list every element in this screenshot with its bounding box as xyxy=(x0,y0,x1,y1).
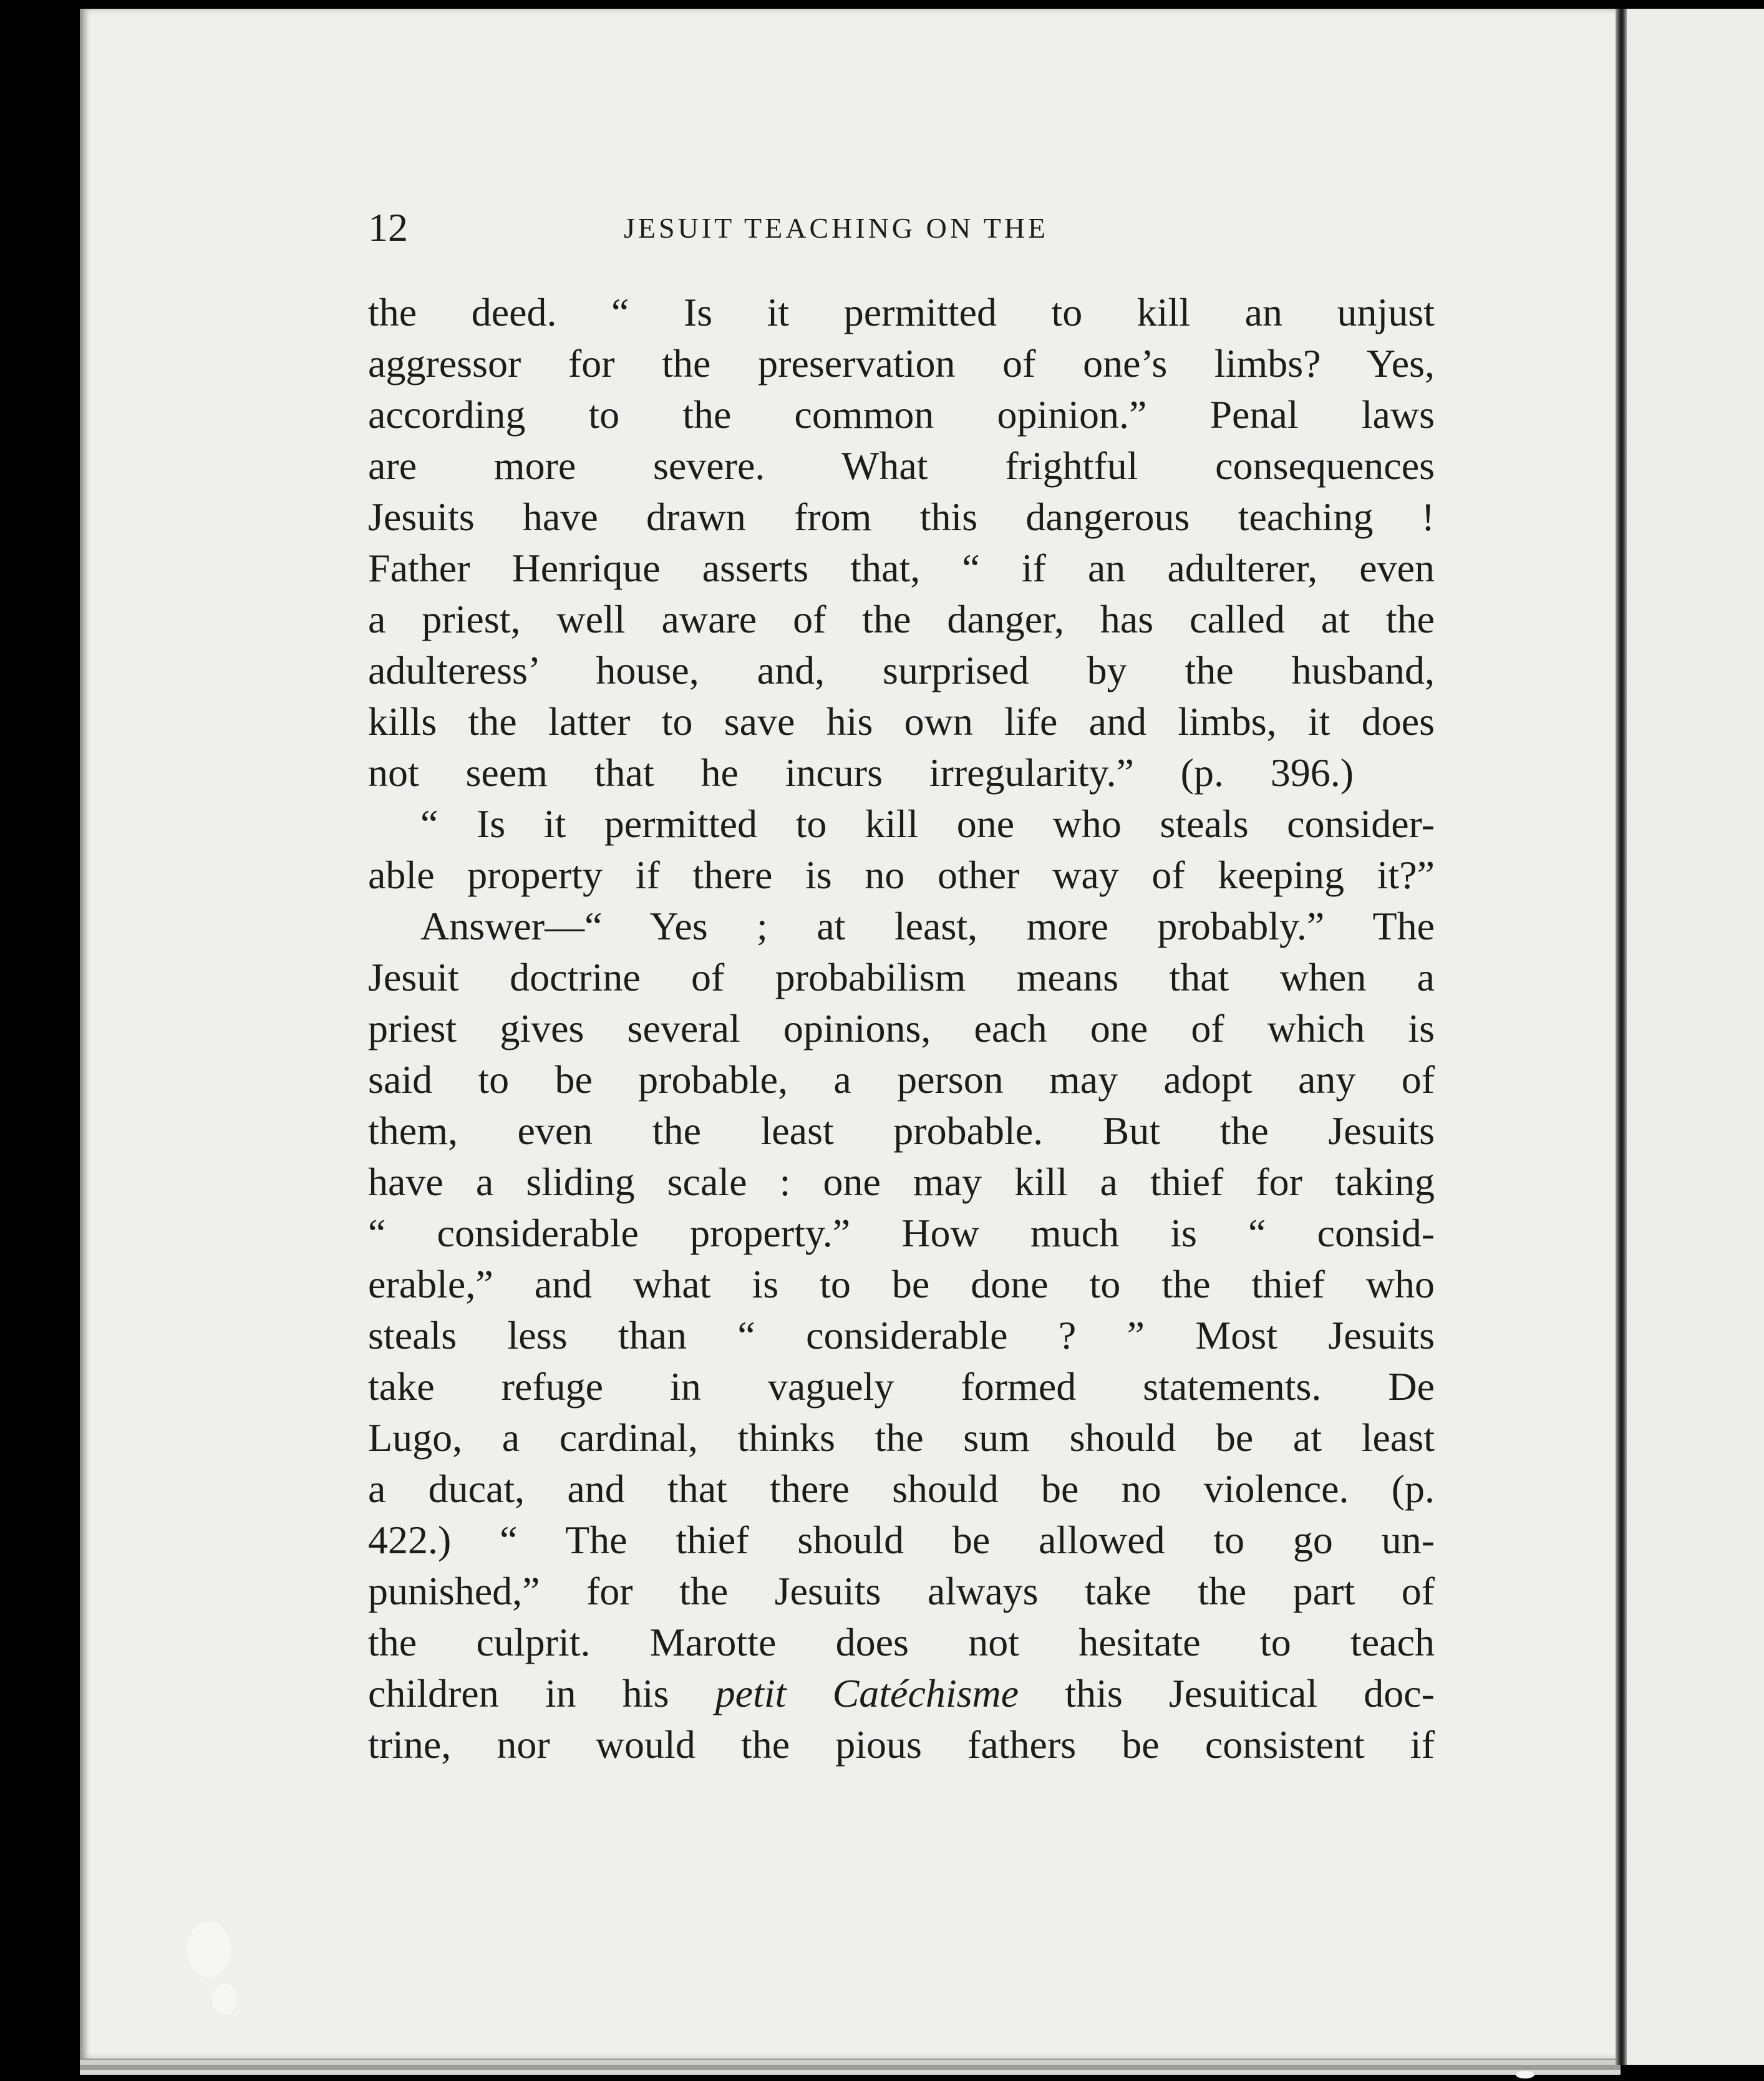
text-line: the culprit. Marotte does not hesitate to teach xyxy=(368,1620,1435,1664)
body-text xyxy=(368,287,1435,1770)
text-line: are more severe. What frightful consequences xyxy=(368,444,1435,488)
text-line: Lugo, a cardinal, thinks the sum should be at least xyxy=(368,1415,1435,1460)
facing-page-edge xyxy=(1627,9,1764,2065)
text-line: said to be probable, a person may adopt any of xyxy=(368,1057,1435,1102)
text-segment: this Jesuitical doc- xyxy=(1019,1671,1435,1715)
running-head: JESUIT TEACHING ON THE xyxy=(624,212,1049,244)
text-line: erable,” and what is to be done to the thief who xyxy=(368,1262,1435,1306)
text-line: the deed. “ Is it permitted to kill an unjust xyxy=(368,290,1435,334)
text-line: “ considerable property.” How much is “ consid- xyxy=(368,1211,1435,1255)
text-line: Father Henrique asserts that, “ if an adulterer, even xyxy=(368,546,1435,590)
text-line: punished,” for the Jesuits always take the part of xyxy=(368,1569,1435,1613)
text-line: aggressor for the preservation of one’s limbs? Yes, xyxy=(368,341,1435,386)
text-line: trine, nor would the pious fathers be consistent if xyxy=(368,1722,1435,1767)
book-gutter xyxy=(1616,9,1627,2065)
text-line: Jesuit doctrine of probabilism means that when a xyxy=(368,955,1435,999)
text-line: have a sliding scale : one may kill a thief for taking xyxy=(368,1160,1435,1204)
text-line: a priest, well aware of the danger, has called at the xyxy=(368,597,1435,641)
text-line-with-italic xyxy=(368,1668,1435,1719)
text-line: Answer—“ Yes ; at least, more probably.” The xyxy=(420,904,1435,948)
text-line: “ Is it permitted to kill one who steals consider- xyxy=(420,802,1435,846)
text-line: not seem that he incurs irregularity.” (p. 396.) xyxy=(368,750,1354,795)
text-line: according to the common opinion.” Penal laws xyxy=(368,392,1435,437)
text-line: them, even the least probable. But the Jesuits xyxy=(368,1108,1435,1153)
text-line: kills the latter to save his own life and limbs, it does xyxy=(368,699,1435,744)
text-line: able property if there is no other way of keeping it?” xyxy=(368,853,1435,897)
page-number: 12 xyxy=(368,205,408,250)
page-stack-edge xyxy=(80,1984,1621,2060)
text-segment: children in his xyxy=(368,1671,715,1715)
text-line: steals less than “ considerable ? ” Most Jesuits xyxy=(368,1313,1435,1357)
text-line: take refuge in vaguely formed statements. De xyxy=(368,1364,1435,1409)
page-header xyxy=(368,200,1428,256)
italic-title: petit Catéchisme xyxy=(715,1671,1019,1715)
text-line: priest gives several opinions, each one of which is xyxy=(368,1006,1435,1050)
text-line: Jesuits have drawn from this dangerous teaching ! xyxy=(368,495,1435,539)
text-line: adulteress’ house, and, surprised by the husband, xyxy=(368,648,1435,692)
text-line: 422.) “ The thief should be allowed to go un- xyxy=(368,1518,1435,1562)
text-line: a ducat, and that there should be no violence. (p. xyxy=(368,1467,1435,1511)
